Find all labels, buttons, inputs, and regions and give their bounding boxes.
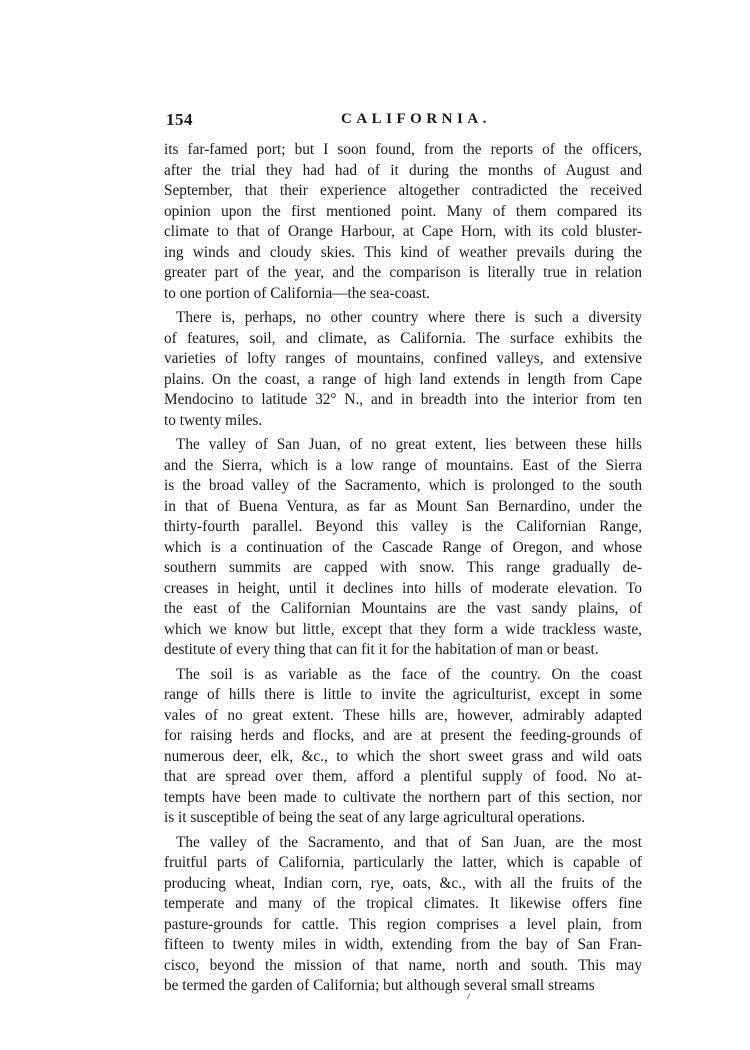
- paragraph: [164, 308, 642, 431]
- text-line: and the Sierra, which is a low range of mountains. East of the Sierra: [164, 456, 642, 474]
- body-text: [164, 140, 642, 1001]
- text-line: is the broad valley of the Sacramento, which is prolonged to the south: [164, 477, 642, 494]
- text-line: thirty-fourth parallel. Beyond this valley is the Californian Range,: [164, 518, 642, 535]
- text-line: September, that their experience altogether contradicted the received: [164, 182, 642, 199]
- text-line: fifteen to twenty miles in width, extending from the bay of San Fran-: [164, 936, 642, 953]
- text-line: greater part of the year, and the comparison is literally true in relation: [164, 264, 642, 281]
- text-line: climate to that of Orange Harbour, at Cape Horn, with its cold bluster-: [164, 223, 642, 240]
- text-line: destitute of every thing that can fit it for the habitation of man or beast.: [164, 641, 599, 658]
- text-line: The soil is as variable as the face of the country. On the coast: [176, 665, 642, 683]
- text-line: fruitful parts of California, particularly the latter, which is capable of: [164, 854, 642, 871]
- text-line: vales of no great extent. These hills are, however, admirably adapted: [164, 706, 642, 724]
- text-line: which we know but little, except that they form a wide trackless waste,: [164, 620, 642, 638]
- text-line: Mendocino to latitude 32° N., and in breadth into the interior from ten: [164, 391, 642, 408]
- text-line: plains. On the coast, a range of high land extends in length from Cape: [164, 370, 642, 388]
- text-line: varieties of lofty ranges of mountains, confined valleys, and extensive: [164, 350, 642, 367]
- text-line: be termed the garden of California; but although several small streams: [164, 977, 595, 994]
- text-line: that are spread over them, afford a plentiful supply of food. No at-: [164, 768, 642, 785]
- text-line: pasture-grounds for cattle. This region comprises a level plain, from: [164, 915, 642, 933]
- text-line: producing wheat, Indian corn, rye, oats, &c., with all the fruits of the: [164, 874, 642, 892]
- paragraph: [164, 435, 642, 661]
- page-number: 154: [166, 110, 193, 129]
- text-line: to twenty miles.: [164, 411, 263, 429]
- text-line: of features, soil, and climate, as California. The surface exhibits the: [164, 329, 642, 347]
- text-line: southern summits are capped with snow. This range gradually de-: [164, 559, 642, 576]
- text-line: numerous deer, elk, &c., to which the short sweet grass and wild oats: [164, 747, 642, 765]
- paragraph: [164, 140, 642, 304]
- text-line: is it susceptible of being the seat of any large agricultural operations.: [164, 809, 586, 826]
- text-line: the east of the Californian Mountains are the vast sandy plains, of: [164, 600, 642, 617]
- text-line: There is, perhaps, no other country where there is such a diversity: [176, 309, 642, 326]
- text-line: which is a continuation of the Cascade Range of Oregon, and whose: [164, 538, 642, 556]
- text-line: temperate and many of the tropical climates. It likewise offers fine: [164, 895, 642, 912]
- paragraph: [164, 665, 642, 829]
- text-line: ing winds and cloudy skies. This kind of weather prevails during the: [164, 243, 642, 261]
- text-line: The valley of San Juan, of no great extent, lies between these hills: [176, 436, 642, 453]
- text-line: for raising herds and flocks, and are at present the feeding-grounds of: [164, 727, 642, 744]
- text-line: range of hills there is little to invite the agriculturist, except in some: [164, 686, 642, 703]
- text-line: The valley of the Sacramento, and that of San Juan, are the most: [176, 833, 642, 851]
- text-line: to one portion of California—the sea-coast.: [164, 284, 430, 302]
- text-line: opinion upon the first mentioned point. Many of them compared its: [164, 202, 642, 220]
- paragraph: [164, 833, 642, 997]
- text-line: cisco, beyond the mission of that name, north and south. This may: [164, 956, 642, 974]
- text-line: in that of Buena Ventura, as far as Mount San Bernardino, under the: [164, 497, 642, 515]
- text-line: its far-famed port; but I soon found, from the reports of the officers,: [164, 141, 642, 158]
- text-line: after the trial they had had of it during the months of August and: [164, 161, 642, 179]
- page-header: [166, 110, 640, 132]
- running-head: CALIFORNIA.: [341, 111, 491, 127]
- text-line: creases in height, until it declines into hills of moderate elevation. To: [164, 579, 642, 597]
- text-line: tempts have been made to cultivate the northern part of this section, nor: [164, 788, 642, 806]
